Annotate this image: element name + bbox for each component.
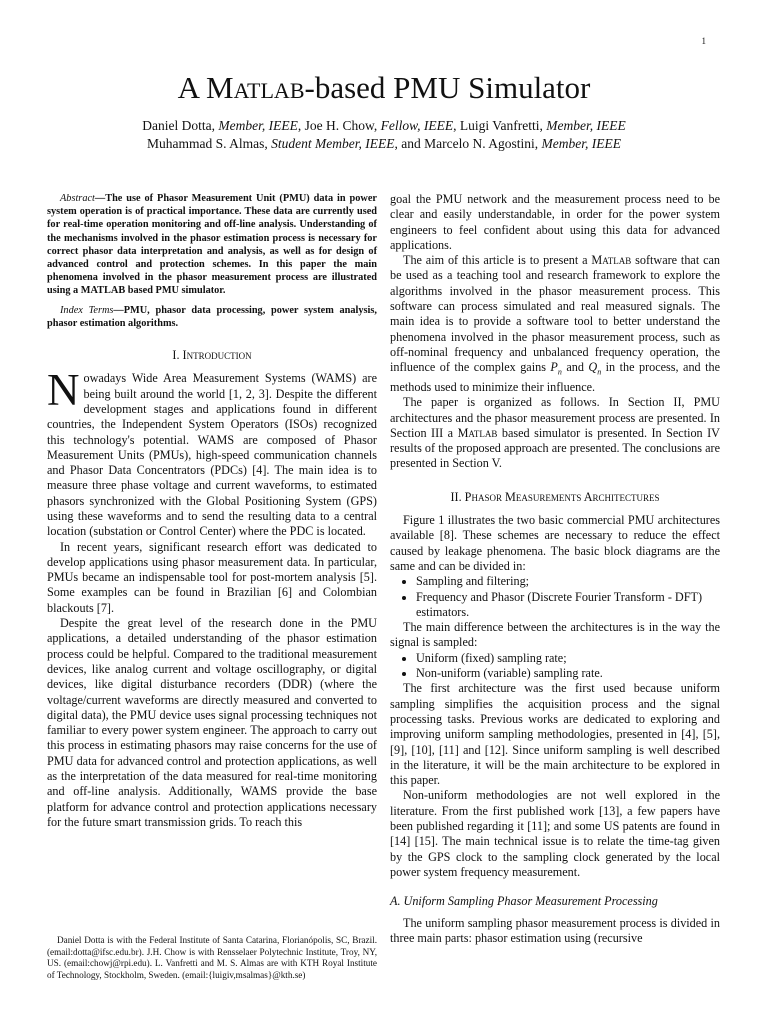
arch-paragraph-2: The main difference between the architectures is in the way the signal is sampled: [390,620,720,650]
author-affiliation-footnote: Daniel Dotta is with the Federal Institute of Santa Catarina, Florianópolis, SC, Brazil. (email:dotta@ifsc.edu.br). J.H. Chow is with Rensselaer Polytechnic Institute, Troy, NY, US. (email:chowj@rpi.edu). L. Vanfretti and M. S. Almas are with KTH Royal Institute of Technology, Stockholm, Sweden. (email:{luigiv,msalmas}@kth.se) [47,935,377,980]
author-separator: , [297,118,305,133]
organization-paragraph [390,395,720,471]
index-terms-text: —PMU, phasor data processing, power system analysis, phasor estimation algorithms. [47,304,377,329]
math-symbol-p: P [550,360,558,375]
author-name: Marcelo N. Agostini, [424,136,542,151]
block-diagram-list [390,574,720,620]
paper-title [0,70,768,106]
matlab-name: Matlab [591,253,632,268]
intro-paragraph-1: owadays Wide Area Measurement Systems (WAMS) are being built around the world [1, 2, 3]. Despite the different development stages and applications found in different countries, the Independent System Operators (ISOs) recognized this technology's potential. WAMS are composed of Phasor Measurement Units (PMUs), high-speed communication channels and Phasor Data Concentrators (PDCs) [4]. The main idea is to measure three phase voltage and current waveforms, to estimated phasors synchronized with the Global Positioning System (GPS) using these waveforms and to send the resulting data to a central location (substation or Control Center) where the PDC is located. [47,371,377,539]
left-column [47,192,377,830]
subsection-paragraph: The uniform sampling phasor measurement process is divided in three main parts: phasor estimation using (recursive [390,915,720,945]
list-item: • Sampling and filtering; [416,574,720,589]
title-suffix: -based PMU Simulator [304,70,591,105]
author-name: Muhammad S. Almas, [147,136,272,151]
arch-paragraph-1: Figure 1 illustrates the two basic commercial PMU architectures available [8]. These schemes are necessary to reduce the effect caused by leakage phenomena. The basic block diagrams are the same and can be divided in: [390,513,720,573]
title-matlab: Matlab [206,70,305,105]
aim-text-c: in the process, and the methods used to minimize their influence. [390,360,720,394]
section-heading-architectures [390,490,720,505]
section-number: I. [172,348,183,363]
author-name: Joe H. Chow, [304,118,381,133]
author-line-2 [0,135,768,153]
aim-text-a: The aim of this article is to present a [403,253,592,268]
math-subscript: n [597,367,602,377]
math-symbol-q: Q [588,360,598,375]
arch-paragraph-4: Non-uniform methodologies are not well explored in the literature. From the first published work [13], a few papers have been published regarding it [11]; and some US patents are found in [14] [15]. The main technical issue is to relate the time-tag given by the GPS clock to the sampling clock generated by the local power system frequency measurement. [390,788,720,879]
section-number: II. [450,489,465,504]
abstract [47,192,377,298]
aim-and: and [561,360,589,375]
author-role: Member, IEEE [541,136,621,151]
author-line-1 [0,117,768,135]
author-list [0,117,768,153]
right-column [390,192,720,946]
arch-paragraph-3: The first architecture was the first used because uniform sampling simplifies the acquisition process and the signal processing tasks. Previous works are dedicated to exploring and improving uniform sampling methodologies, presented in [4], [5], [9], [10], [11] and [12]. Since uniform sampling is well described in the literature, it will be the main architecture to be explored in this paper. [390,681,720,788]
title-prefix: A [177,70,207,105]
author-role: Student Member, IEEE [271,136,395,151]
author-separator: , and [394,136,425,151]
abstract-text: —The use of Phasor Measurement Unit (PMU) data in power system operation is of practical importance. These data are currently used for real-time operation monitoring and off-line analysis. Understanding of the mechanisms involved in the phasor estimation process is necessary for correct phasor data interpretation and analysis, as well as for design of advanced control and protection schemes. In this paper the main phenomena involved in the phasor measurement process are illustrated using a MATLAB based PMU simulator. [47,193,377,297]
section-title: Introduction [182,348,252,363]
index-terms-label: Index Terms [60,304,114,316]
body-paragraph-continued: goal the PMU network and the measurement process need to be clear and easily understandable, in order for the power system engineers to feel confident about using this data for advanced applications. [390,192,720,252]
subsection-heading: A. Uniform Sampling Phasor Measurement Processing [390,894,658,909]
author-role: Fellow, IEEE [380,118,454,133]
org-text-b: based simulator is presented. In Section IV results of the proposed approach are presented. The conclusions are presented in Section V. [390,425,720,471]
section-title: Phasor Measurements Architectures [464,489,660,504]
author-role: Member, IEEE [218,118,298,133]
author-name: Daniel Dotta, [142,118,219,133]
org-text-a: The paper is organized as follows. In Section II, PMU architectures and the phasor measurement process are presented. In Section III a [390,395,720,440]
page-number: 1 [701,36,706,46]
drop-cap: N [47,365,80,416]
list-item: • Non-uniform (variable) sampling rate. [416,666,720,681]
author-separator: , [453,118,460,133]
index-terms [47,304,377,330]
abstract-label: Abstract [60,193,95,204]
intro-paragraph-2: In recent years, significant research effort was dedicated to develop applications using phasor measurement data. In particular, PMUs became an indispensable tool for post-mortem analysis [5]. Some examples can be found in Brazilian [6] and Colombian blackouts [7]. [47,539,377,615]
math-subscript: n [557,367,562,377]
body-paragraph [47,365,377,539]
aim-paragraph [390,253,720,395]
sampling-list [390,651,720,682]
list-item: • Frequency and Phasor (Discrete Fourier Transform - DFT) estimators. [416,590,720,621]
author-role: Member, IEEE [546,118,626,133]
aim-text-b: software that can be used as a teaching tool and research framework to explore the algorithms involved in the phasor measurement process. This software can process simulated and real measured signals. The main idea is to provide a software tool to better understand the phenomena involved in the phasor measurement process, such as off-nominal frequency and unbalanced frequency operation, the influence of the complex gains [390,253,720,375]
section-heading-introduction [47,348,377,363]
intro-paragraph-3: Despite the great level of the research done in the PMU applications, a detailed understanding of the phasor estimation process could be helpful. Compared to the traditional measurement devices, like analog current and voltage oscillography, or digital devices, like digital disturbance recorders (DDR) (where the voltage/current waveforms are directly measured and converted to digital data), the PMU device uses signal processing techniques not familiar to every power system engineer. The approach to carry out this process in estimating phasors may raise concerns for the use of PMU data for advanced control and protection applications, as well as the interpretation of the data measured for real-time monitoring and off-line analysis. Additionally, WAMS provide the base platform for advance control and protection applications necessary for the future smart transmission grids. To reach this [47,616,377,829]
matlab-name: Matlab [457,425,498,440]
list-item: • Uniform (fixed) sampling rate; [416,651,720,666]
author-name: Luigi Vanfretti, [459,118,547,133]
